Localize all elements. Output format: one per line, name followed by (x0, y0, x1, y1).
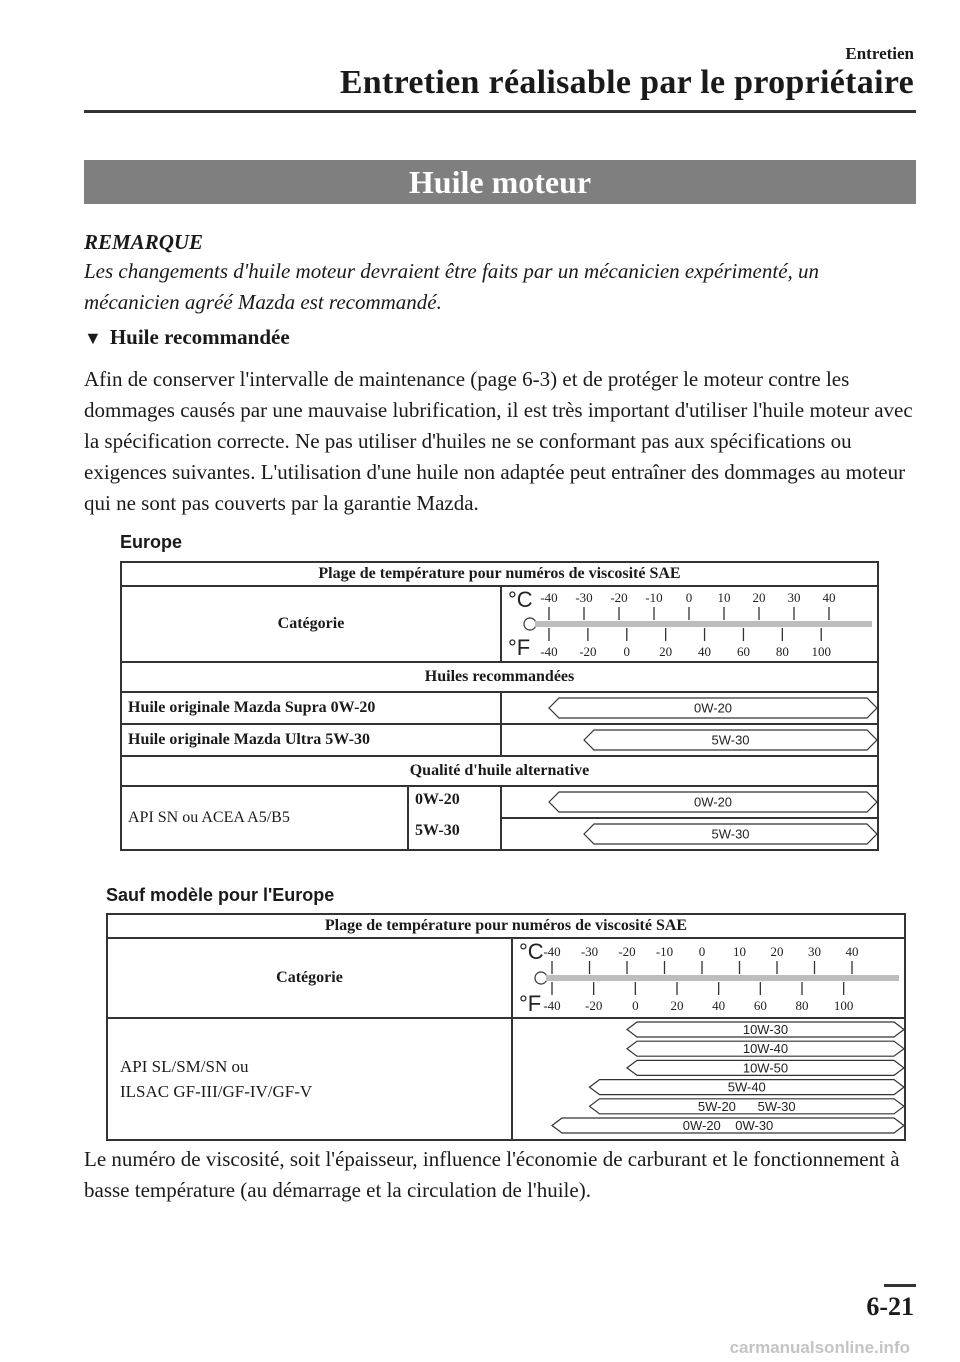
alternative-grade: 5W-30 (408, 818, 501, 850)
alternative-header: Qualité d'huile alternative (121, 756, 878, 786)
page-number: 6-21 (866, 1292, 914, 1321)
viscosity-bar (502, 819, 879, 849)
viscosity-grade-label: 10W-30 (742, 1022, 789, 1037)
triangle-marker-icon: ▼ (84, 328, 102, 348)
temperature-scale-cell (512, 938, 905, 1018)
oil-spec-cell (107, 1018, 512, 1140)
fahrenheit-tick-label: 60 (753, 998, 767, 1013)
europe-table-label: Europe (120, 532, 183, 552)
non-europe-table-label: Sauf modèle pour l'Europe (106, 885, 335, 905)
viscosity-grade-label: 0W-20 0W-30 (682, 1118, 774, 1133)
recommended-oil-name: Huile originale Mazda Supra 0W-20 (121, 692, 501, 724)
alternative-grade: 0W-20 (408, 786, 501, 818)
fahrenheit-tick-label: 20 (659, 644, 673, 659)
viscosity-grade-label: 5W-40 (727, 1079, 766, 1095)
viscosity-bars (513, 1019, 906, 1139)
remark-text: Les changements d'huile moteur devraient être faits par un mécanicien expérimenté, un mécanicien agréé Mazda est recommandé. (84, 259, 820, 314)
oil-spec-line: ILSAC GF-III/GF-IV/GF-V (120, 1082, 313, 1101)
fahrenheit-tick-label: 100 (833, 998, 854, 1013)
viscosity-bar (502, 787, 879, 817)
celsius-tick-label: 10 (717, 590, 731, 605)
celsius-tick-label: -20 (610, 590, 628, 605)
viscosity-grade-label: 0W-20 (693, 794, 733, 810)
celsius-tick-label: 40 (845, 944, 859, 959)
celsius-tick-label: -20 (618, 944, 636, 959)
oil-spec-line: API SL/SM/SN ou (120, 1057, 249, 1076)
closing-text: Le numéro de viscosité, soit l'épaisseur, influence l'économie de carburant et le fonctionnement à basse température (au démarrage et la circulation de l'huile). (84, 1147, 900, 1202)
fahrenheit-tick-label: 40 (698, 644, 712, 659)
celsius-tick-label: 0 (698, 944, 706, 959)
celsius-unit-label: °C (508, 587, 533, 612)
celsius-tick-label: -40 (543, 944, 561, 959)
celsius-unit-label: °C (519, 939, 544, 964)
celsius-tick-label: -10 (655, 944, 674, 959)
non-europe-viscosity-table (106, 913, 906, 1141)
celsius-tick-label: 30 (787, 590, 801, 605)
fahrenheit-tick-label: 0 (632, 998, 639, 1013)
viscosity-grade-label: 5W-30 (711, 732, 750, 748)
footer-rule (884, 1284, 916, 1287)
temperature-scale-cell (501, 586, 878, 662)
fahrenheit-tick-label: 40 (712, 998, 726, 1013)
thermometer-bulb (535, 972, 547, 984)
viscosity-bars-cell (512, 1018, 905, 1140)
celsius-tick-label: 40 (822, 590, 836, 605)
europe-viscosity-table (120, 561, 879, 851)
viscosity-grade-label: 5W-30 (711, 826, 750, 842)
viscosity-grade-label: 5W-20 5W-30 (697, 1098, 796, 1114)
subsection-heading (84, 322, 916, 354)
viscosity-bar-cell (501, 818, 878, 850)
celsius-tick-label: 20 (752, 590, 766, 605)
celsius-tick-label: 0 (685, 590, 693, 605)
viscosity-bar-cell (501, 786, 878, 818)
viscosity-bar (502, 725, 879, 755)
thermometer-tube (535, 621, 872, 627)
fahrenheit-tick-label: 60 (736, 644, 750, 659)
fahrenheit-unit-label: °F (508, 635, 531, 660)
viscosity-bar-cell (501, 692, 878, 724)
page-title: Huile moteur (84, 160, 916, 204)
section-title: Entretien réalisable par le propriétaire (339, 64, 914, 101)
subsection-body: Afin de conserver l'intervalle de maintenance (page 6-3) et de protéger le moteur contre les dommages causés par une mauvaise lubrification, il est très important d'utiliser l'huile moteur avec la spécification correcte. Ne pas utiliser d'huiles ne se conformant pas aux spécifications ou exigences suivantes. L'utilisation d'une huile non adaptée peut entraîner des dommages au moteur qui ne sont pas couverts par la garantie Mazda. (84, 367, 913, 515)
range-header: Plage de température pour numéros de viscosité SAE (107, 914, 905, 938)
thermometer-bulb (524, 618, 536, 630)
remark-heading: REMARQUE (84, 230, 204, 254)
header-rule (84, 110, 916, 113)
section-label: Entretien (845, 44, 914, 63)
range-header: Plage de température pour numéros de viscosité SAE (121, 562, 878, 586)
fahrenheit-unit-label: °F (519, 991, 542, 1016)
temperature-scale (513, 939, 906, 1017)
fahrenheit-tick-label: 80 (795, 998, 809, 1013)
celsius-tick-label: 10 (733, 944, 746, 959)
viscosity-grade-label: 10W-50 (742, 1060, 789, 1076)
category-label: Catégorie (121, 586, 501, 662)
celsius-tick-label: 20 (770, 944, 784, 959)
celsius-tick-label: -30 (580, 944, 599, 959)
temperature-scale (502, 587, 879, 661)
viscosity-grade-label: 0W-20 (693, 700, 733, 716)
watermark: carmanualsonline.info (729, 1338, 910, 1357)
celsius-tick-label: -30 (575, 590, 593, 605)
fahrenheit-tick-label: -40 (543, 998, 561, 1013)
fahrenheit-tick-label: 80 (775, 644, 789, 659)
viscosity-bar (502, 693, 879, 723)
viscosity-grade-label: 10W-40 (742, 1041, 789, 1057)
category-label: Catégorie (107, 938, 512, 1018)
viscosity-bar-cell (501, 724, 878, 756)
celsius-tick-label: 30 (808, 944, 821, 959)
fahrenheit-tick-label: -40 (540, 644, 558, 659)
thermometer-tube (546, 975, 899, 981)
alternative-spec: API SN ou ACEA A5/B5 (121, 786, 408, 850)
fahrenheit-tick-label: 0 (623, 644, 631, 659)
recommended-header: Huiles recommandées (121, 662, 878, 692)
fahrenheit-tick-label: 20 (670, 998, 684, 1013)
fahrenheit-tick-label: -20 (579, 644, 597, 659)
celsius-tick-label: -40 (540, 590, 558, 605)
recommended-oil-name: Huile originale Mazda Ultra 5W-30 (121, 724, 501, 756)
fahrenheit-tick-label: -20 (584, 998, 603, 1013)
celsius-tick-label: -10 (645, 590, 663, 605)
fahrenheit-tick-label: 100 (811, 644, 831, 659)
subsection-heading-text: Huile recommandée (109, 325, 290, 349)
